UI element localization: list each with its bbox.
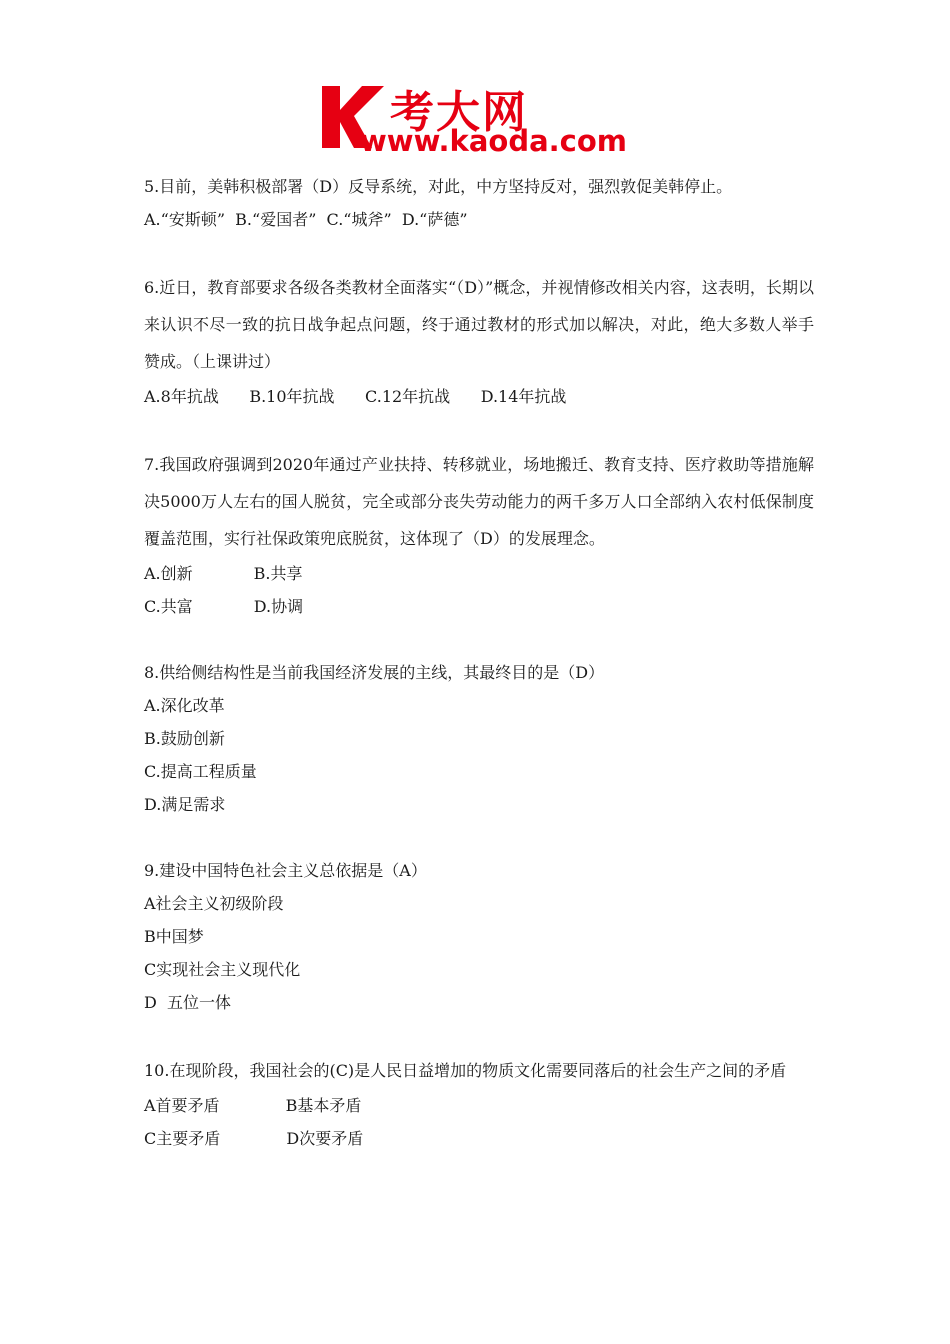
question-stem: 9.建设中国特色社会主义总依据是（A）: [144, 861, 427, 880]
question-option: C.共富 D.协调: [144, 597, 304, 616]
kaoda-logo: [318, 78, 638, 160]
question-option: A首要矛盾 B基本矛盾: [144, 1096, 362, 1115]
question-5: [144, 170, 814, 236]
question-stem: 6.近日，教育部要求各级各类教材全面落实“（D）”概念，并视情修改相关内容，这表明，长期以来认识不尽一致的抗日战争起点问题，终于通过教材的形式加以解决，对此，绝大多数人举手赞成。（上课讲过）: [144, 278, 814, 371]
question-list: [144, 170, 814, 1155]
logo-url-text: www.kaoda.com: [360, 124, 627, 158]
question-option: A社会主义初级阶段: [144, 894, 284, 913]
question-option: A.深化改革: [144, 696, 225, 715]
question-9: [144, 854, 814, 1019]
question-option: B中国梦: [144, 927, 204, 946]
logo-chinese-text: 考大网: [390, 87, 528, 138]
question-option: D.满足需求: [144, 795, 226, 814]
question-8: [144, 656, 814, 821]
question-option: C实现社会主义现代化: [144, 960, 301, 979]
question-stem: 5.目前，美韩积极部署（D）反导系统，对此，中方坚持反对，强烈敦促美韩停止。: [144, 177, 733, 196]
question-stem: 10.在现阶段，我国社会的(C)是人民日益增加的物质文化需要同落后的社会生产之间的矛盾: [144, 1061, 787, 1080]
question-options: A.8年抗战 B.10年抗战 C.12年抗战 D.14年抗战: [144, 387, 567, 406]
question-6: [144, 269, 814, 413]
question-7: [144, 446, 814, 623]
question-10: [144, 1052, 814, 1155]
question-option: C.提高工程质量: [144, 762, 257, 781]
question-stem: 8.供给侧结构性是当前我国经济发展的主线，其最终目的是（D）: [144, 663, 605, 682]
question-option: B.鼓励创新: [144, 729, 225, 748]
question-option: D 五位一体: [144, 993, 232, 1012]
question-options: A.“安斯顿” B.“爱国者” C.“城斧” D.“萨德”: [144, 210, 468, 229]
question-option: C主要矛盾 D次要矛盾: [144, 1129, 364, 1148]
question-option: A.创新 B.共享: [144, 564, 303, 583]
question-stem: 7.我国政府强调到2020年通过产业扶持、转移就业，场地搬迁、教育支持、医疗救助等措施解决5000万人左右的国人脱贫，完全或部分丧失劳动能力的两千多万人口全部纳入农村低保制度覆盖范围，实行社保政策兜底脱贫，这体现了（D）的发展理念。: [144, 455, 814, 548]
